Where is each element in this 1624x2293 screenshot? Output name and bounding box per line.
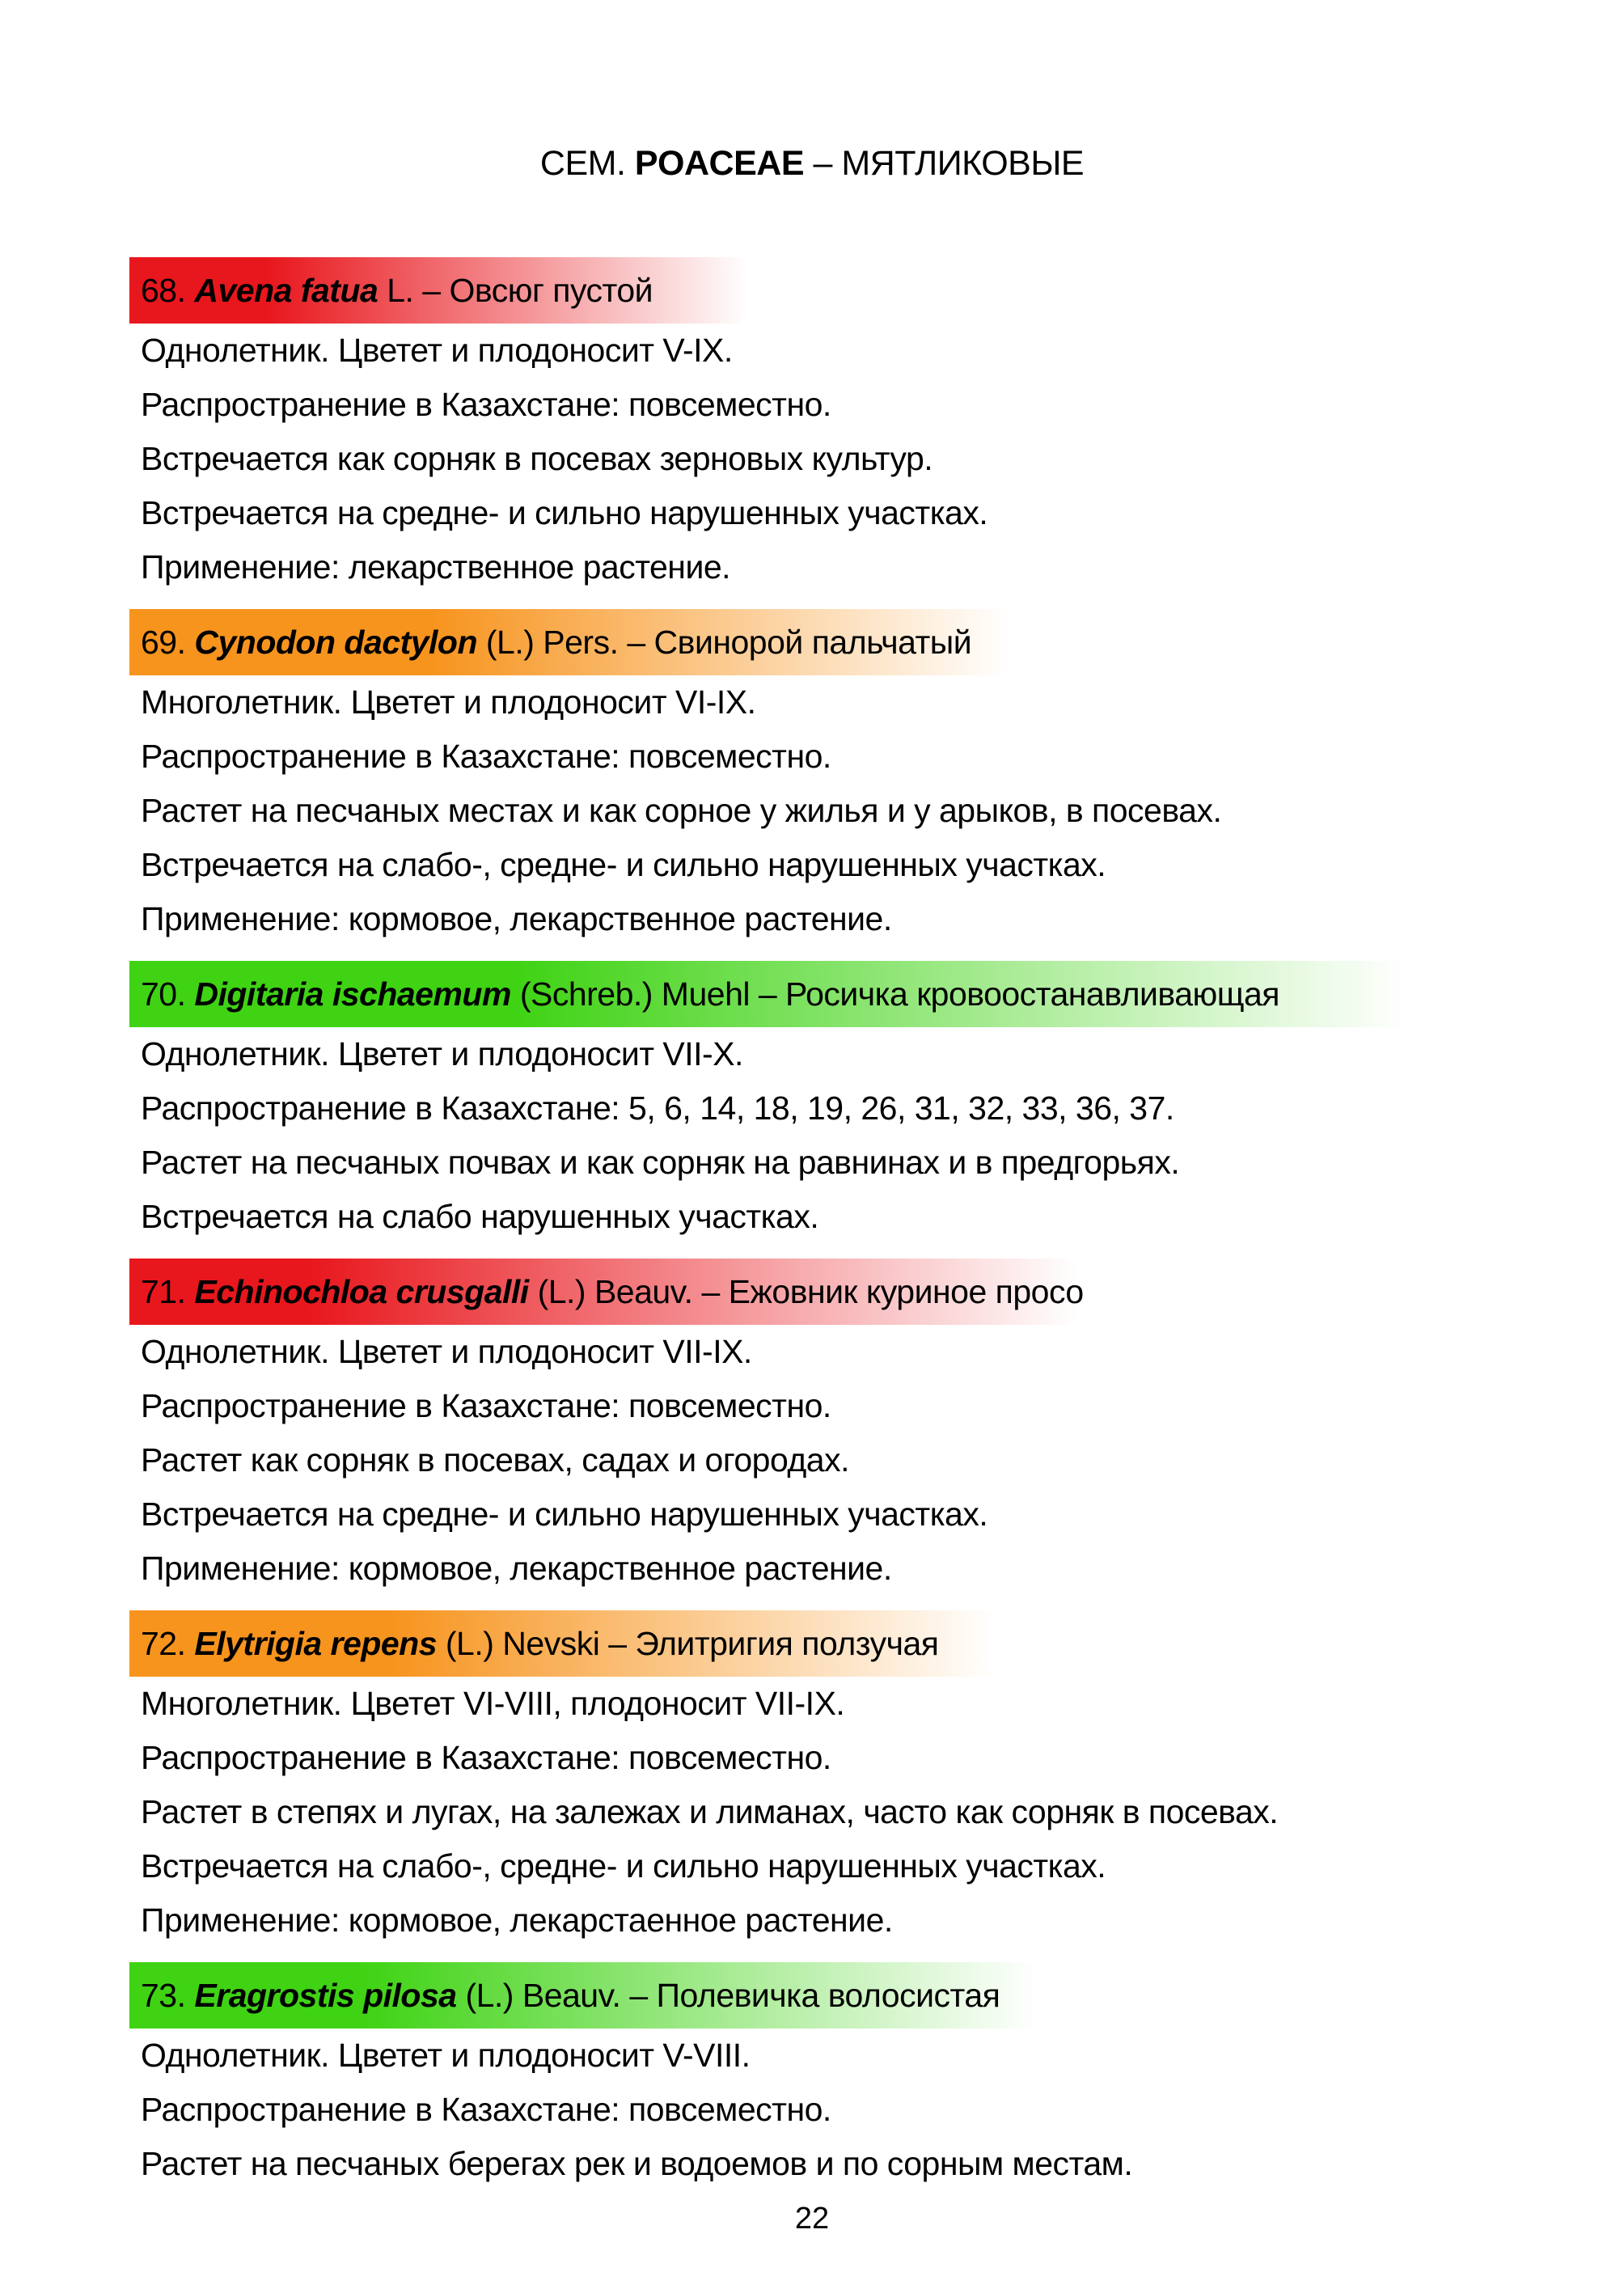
species-description: [129, 1325, 1504, 1596]
species-number: 70.: [141, 975, 195, 1013]
species-latin-name: Avena fatua: [194, 271, 379, 309]
species-latin-name: Eragrostis pilosa: [194, 1976, 457, 2014]
species-number: 71.: [141, 1272, 195, 1310]
species-description: [129, 675, 1504, 946]
title-rest: – МЯТЛИКОВЫЕ: [804, 144, 1085, 183]
species-description: [129, 324, 1504, 594]
species-number: 69.: [141, 623, 195, 661]
title-prefix: СЕМ.: [539, 144, 635, 183]
description-line: Распространение в Казахстане: повсеместно.: [141, 1387, 831, 1424]
description-line: Встречается как сорняк в посевах зерновых культур.: [141, 440, 933, 477]
species-number: 68.: [141, 271, 195, 309]
description-line: Многолетник. Цветет и плодоносит VI-IX.: [141, 683, 756, 721]
title-family-name: POACEAE: [634, 144, 805, 183]
species-entry: [129, 609, 1504, 946]
species-entry: [129, 1962, 1504, 2191]
description-line: Распространение в Казахстане: повсеместно.: [141, 386, 831, 423]
description-line: Растет на песчаных почвах и как сорняк на равнинах и в предгорьях.: [141, 1144, 1180, 1181]
entries-list: [129, 257, 1504, 2206]
page-number: 22: [794, 2202, 830, 2236]
species-authority-and-russian-name: (Schreb.) Muehl – Росичка кровоостанавливающая: [510, 975, 1280, 1013]
species-latin-name: Echinochloa crusgalli: [194, 1272, 529, 1310]
species-entry: [129, 1259, 1504, 1596]
description-line: Растет в степях и лугах, на залежах и лиманах, часто как сорняк в посевах.: [141, 1793, 1279, 1830]
description-line: Однолетник. Цветет и плодоносит V-IX.: [141, 332, 733, 369]
species-entry: [129, 257, 1504, 594]
description-line: Распространение в Казахстане: повсеместно.: [141, 2091, 831, 2128]
description-line: Многолетник. Цветет VI-VIII, плодоносит VII-IX.: [141, 1685, 845, 1722]
species-entry: [129, 961, 1504, 1244]
species-authority-and-russian-name: (L.) Nevski – Элитригия ползучая: [437, 1624, 939, 1662]
description-line: Встречается на средне- и сильно нарушенных участках.: [141, 1496, 988, 1533]
description-line: Применение: кормовое, лекарстаенное растение.: [141, 1902, 893, 1939]
species-description: [129, 1677, 1504, 1948]
description-line: Применение: кормовое, лекарственное растение.: [141, 900, 892, 937]
species-authority-and-russian-name: L. – Овсюг пустой: [378, 271, 653, 309]
species-header-bar: [129, 961, 1504, 1027]
species-number: 72.: [141, 1624, 195, 1662]
description-line: Растет на песчаных берегах рек и водоемов и по сорным местам.: [141, 2145, 1133, 2182]
description-line: Растет на песчаных местах и как сорное у жилья и у арыков, в посевах.: [141, 792, 1222, 829]
description-line: Применение: кормовое, лекарственное растение.: [141, 1550, 892, 1587]
species-authority-and-russian-name: (L.) Pers. – Свинорой пальчатый: [477, 623, 972, 661]
species-description: [129, 2029, 1504, 2191]
species-header-bar: [129, 1962, 1504, 2029]
description-line: Однолетник. Цветет и плодоносит VII-X.: [141, 1035, 743, 1072]
species-header-bar: [129, 1259, 1504, 1325]
species-authority-and-russian-name: (L.) Beauv. – Ежовник куриное просо: [528, 1272, 1084, 1310]
description-line: Встречается на средне- и сильно нарушенных участках.: [141, 494, 988, 531]
species-header-bar: [129, 1610, 1504, 1677]
description-line: Растет как сорняк в посевах, садах и огородах.: [141, 1441, 849, 1479]
species-number: 73.: [141, 1976, 195, 2014]
description-line: Встречается на слабо нарушенных участках.: [141, 1198, 819, 1235]
description-line: Однолетник. Цветет и плодоносит VII-IX.: [141, 1333, 752, 1370]
description-line: Распространение в Казахстане: повсеместно.: [141, 738, 831, 775]
species-header-bar: [129, 257, 1504, 324]
species-latin-name: Elytrigia repens: [194, 1624, 438, 1662]
description-line: Встречается на слабо-, средне- и сильно нарушенных участках.: [141, 846, 1106, 883]
page-title: [0, 144, 1624, 184]
description-line: Однолетник. Цветет и плодоносит V-VIII.: [141, 2037, 751, 2074]
species-latin-name: Digitaria ischaemum: [194, 975, 511, 1013]
description-line: Применение: лекарственное растение.: [141, 548, 731, 586]
species-description: [129, 1027, 1504, 1244]
description-line: Распространение в Казахстане: 5, 6, 14, 18, 19, 26, 31, 32, 33, 36, 37.: [141, 1089, 1174, 1127]
species-header-bar: [129, 609, 1504, 675]
species-entry: [129, 1610, 1504, 1948]
description-line: Распространение в Казахстане: повсеместно.: [141, 1739, 831, 1776]
description-line: Встречается на слабо-, средне- и сильно нарушенных участках.: [141, 1847, 1106, 1885]
species-authority-and-russian-name: (L.) Beauv. – Полевичка волосистая: [456, 1976, 1000, 2014]
species-latin-name: Cynodon dactylon: [194, 623, 477, 661]
